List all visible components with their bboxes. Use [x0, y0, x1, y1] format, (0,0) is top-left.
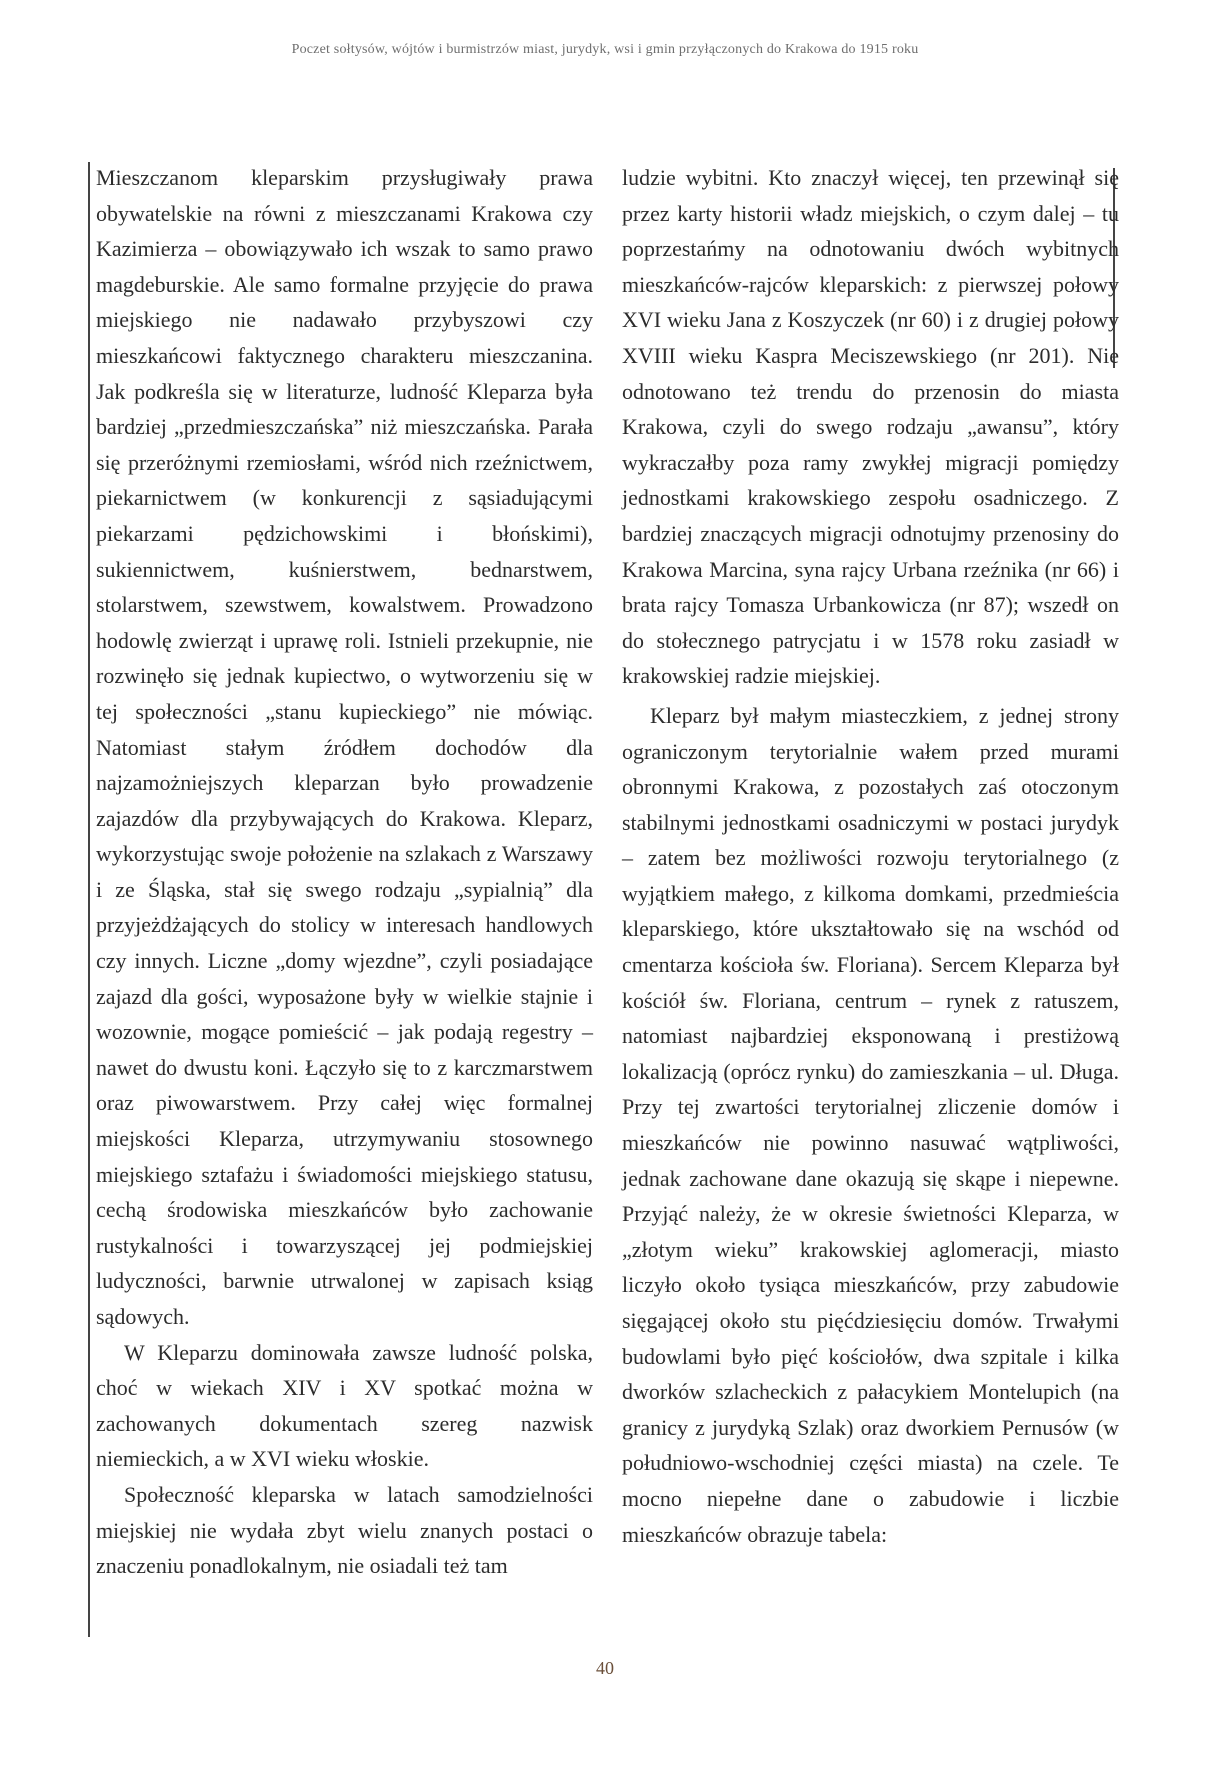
paragraph: ludzie wybitni. Kto znaczył więcej, ten przewinął się przez karty historii władz miejskich, o czym dalej – tu poprzestańmy na odnotowaniu dwóch wybitnych mieszkańców-rajców kleparskich: z pierwszej połowy XVI wieku Jana z Koszyczek (nr 60) i z drugiej połowy XVIII wieku Kaspra Meciszewskiego (nr 201). Nie odnotowano też trendu do przenosin do miasta Krakowa, czyli do swego rodzaju „awansu”, który wykraczałby poza ramy zwykłej migracji pomiędzy jednostkami krakowskiego zespołu osadniczego. Z bardziej znaczących migracji odnotujmy przenosiny do Krakowa Marcina, syna rajcy Urbana rzeźnika (nr 66) i brata rajcy Tomasza Urbankowicza (nr 87); wszedł on do stołecznego patrycjatu i w 1578 roku zasiadł w krakowskiej radzie miejskiej. — [622, 165, 1119, 689]
paragraph: Mieszczanom kleparskim przysługiwały prawa obywatelskie na równi z mieszczanami Krakowa czy Kazimierza – obowiązywało ich wszak to samo prawo magdeburskie. Ale samo formalne przyjęcie do prawa miejskiego nie nadawało przybyszowi czy mieszkańcowi faktycznego charakteru mieszczanina. Jak podkreśla się w literaturze, ludność Kleparza była bardziej „przedmieszczańska” niż mieszczańska. Parała się przeróżnymi rzemiosłami, wśród nich rzeźnictwem, piekarnictwem (w konkurencji z sąsiadującymi piekarzami pędzichowskimi i błońskimi), sukiennictwem, kuśnierstwem, bednarstwem, stolarstwem, szewstwem, kowalstwem. Prowadzono hodowlę zwierząt i uprawę roli. Istnieli przekupnie, nie rozwinęło się jednak kupiectwo, o wytworzeniu się w tej społeczności „stanu kupieckiego” nie mówiąc. Natomiast stałym źródłem dochodów dla najzamożniejszych kleparzan było prowadzenie zajazdów dla przybywających do Krakowa. Kleparz, wykorzystując swoje położenie na szlakach z Warszawy i ze Śląska, stał się swego rodzaju „sypialnią” dla przyjeżdżających do stolicy w interesach handlowych czy innych. Liczne „domy wjezdne”, czyli posiadające zajazd dla gości, wyposażone były w wielkie stajnie i wozownie, mogące pomieścić – jak podają regestry – nawet do dwustu koni. Łączyło się to z karczmarstwem oraz piwowarstwem. Przy całej więc formalnej miejskości Kleparza, utrzymywaniu stosownego miejskiego sztafażu i świadomości miejskiego statusu, cechą środowiska mieszkańców było zachowanie rustykalności i towarzyszącej jej podmiejskiej ludyczności, barwnie utrwalonej w zapisach ksiąg sądowych. — [96, 165, 593, 1329]
paragraph: Kleparz był małym miasteczkiem, z jednej strony ograniczonym terytorialnie wałem przed murami obronnymi Krakowa, z pozostałych zaś otoczonym stabilnymi jednostkami osadniczymi w postaci jurydyk – zatem bez możliwości rozwoju terytorialnego (z wyjątkiem małego, z kilkoma domkami, przedmieścia kleparskiego, które ukształtowało się na wschód od cmentarza kościoła św. Floriana). Sercem Kleparza był kościół św. Floriana, centrum – rynek z ratuszem, natomiast najbardziej eksponowaną i prestiżową lokalizacją (oprócz rynku) do zamieszkania – ul. Długa. Przy tej zwartości terytorialnej zliczenie domów i mieszkańców nie powinno nasuwać wątpliwości, jednak zachowane dane okazują się skąpe i niepewne. Przyjąć należy, że w okresie świetności Kleparza, w „złotym wieku” krakowskiej aglomeracji, miasto liczyło około tysiąca mieszkańców, przy zabudowie sięgającej około stu pięćdziesięciu domów. Trwałymi budowlami było pięć kościołów, dwa szpitale i kilka dworków szlacheckich z pałacykiem Montelupich (na granicy z jurydyką Szlak) oraz dworkiem Pernusów (w południowo-wschodniej części miasta) na czele. Te mocno niepełne dane o zabudowie i liczbie mieszkańców obrazuje tabela: — [622, 702, 1119, 1547]
page-number: 40 — [596, 1658, 614, 1678]
right-column — [622, 160, 1119, 1552]
margin-rule-left — [88, 162, 90, 1637]
paragraph: W Kleparzu dominowała zawsze ludność polska, choć w wiekach XIV i XV spotkać można w zachowanych dokumentach szereg nazwisk niemieckich, a w XVI wieku włoskie. — [96, 1339, 593, 1472]
paragraph: Społeczność kleparska w latach samodzielności miejskiej nie wydała zbyt wielu znanych postaci o znaczeniu ponadlokalnym, nie osiadali też tam — [96, 1481, 593, 1579]
left-column — [96, 160, 593, 1584]
running-header: Poczet sołtysów, wójtów i burmistrzów miast, jurydyk, wsi i gmin przyłączonych do Krakowa do 1915 roku — [291, 42, 919, 57]
